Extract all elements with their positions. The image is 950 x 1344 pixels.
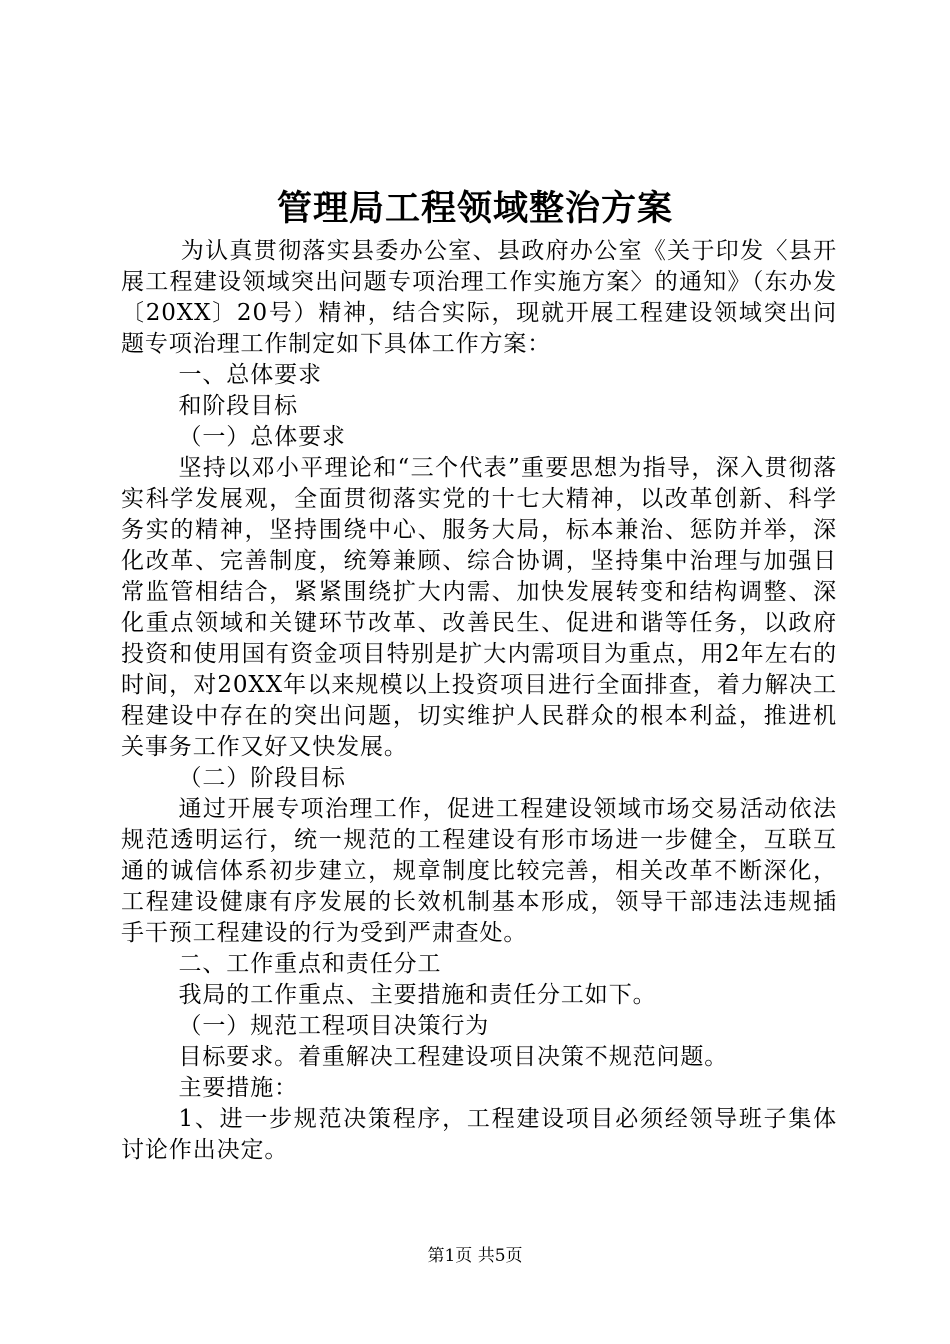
body-paragraph: 通过开展专项治理工作，促进工程建设领域市场交易活动依法规范透明运行，统一规范的工程建设有形市场进一步健全，互联互通的诚信体系初步建立，规章制度比较完善，相关改革不断深化，工程建设健康有序发展的长效机制基本形成，领导干部违法违规插手干预工程建设的行为受到严肃查处。	[121, 796, 837, 946]
subsection-heading: （一）总体要求	[178, 424, 346, 450]
body-paragraph: 1、进一步规范决策程序，工程建设项目必须经领导班子集体讨论作出决定。	[121, 1106, 837, 1163]
subsection-heading: （一）规范工程项目决策行为	[178, 1013, 490, 1039]
document-title: 管理局工程领域整治方案	[276, 188, 673, 229]
subsection-heading: （二）阶段目标	[178, 765, 346, 791]
document-body	[121, 236, 837, 1166]
body-paragraph: 主要措施：	[178, 1075, 298, 1101]
section-heading-1: 一、总体要求	[178, 362, 322, 388]
section-heading-1-continued: 和阶段目标	[178, 393, 298, 419]
page-footer: 第1页 共5页	[427, 1246, 523, 1266]
body-paragraph: 我局的工作重点、主要措施和责任分工如下。	[178, 982, 657, 1008]
intro-paragraph: 为认真贯彻落实县委办公室、县政府办公室《关于印发〈县开展工程建设领域突出问题专项治理工作实施方案〉的通知》（东办发〔20XX〕20号）精神，结合实际，现就开展工程建设领域突出问题专项治理工作制定如下具体工作方案：	[121, 238, 837, 357]
body-paragraph: 坚持以邓小平理论和“三个代表”重要思想为指导，深入贯彻落实科学发展观，全面贯彻落实党的十七大精神，以改革创新、科学务实的精神，坚持围绕中心、服务大局，标本兼治、惩防并举，深化改革、完善制度，统筹兼顾、综合协调，坚持集中治理与加强日常监管相结合，紧紧围绕扩大内需、加快发展转变和结构调整、深化重点领域和关键环节改革、改善民生、促进和谐等任务，以政府投资和使用国有资金项目特别是扩大内需项目为重点，用2年左右的时间，对20XX年以来规模以上投资项目进行全面排查，着力解决工程建设中存在的突出问题，切实维护人民群众的根本利益，推进机关事务工作又好又快发展。	[121, 455, 837, 760]
section-heading-2: 二、工作重点和责任分工	[178, 951, 442, 977]
body-paragraph: 目标要求。着重解决工程建设项目决策不规范问题。	[178, 1044, 729, 1070]
